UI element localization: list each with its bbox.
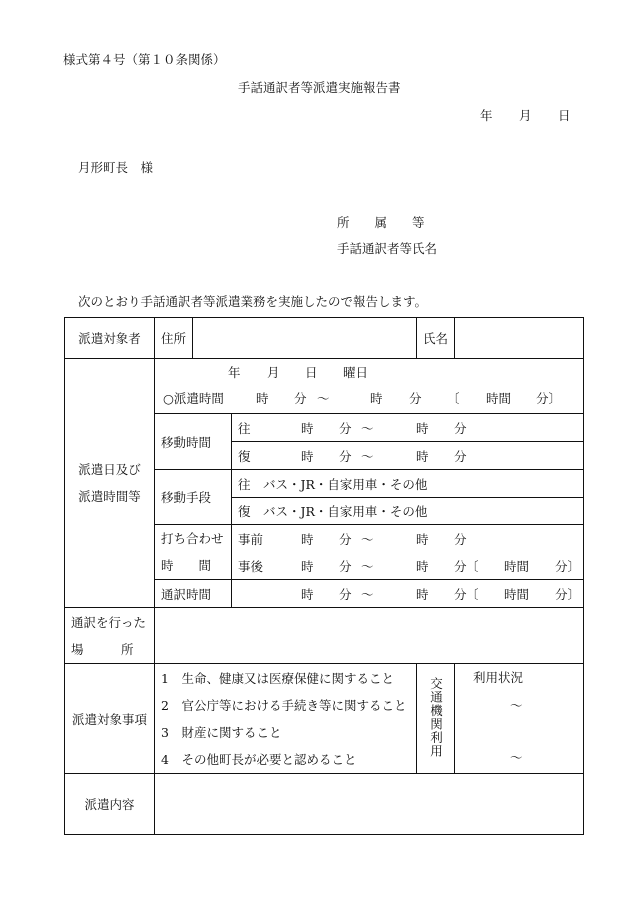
- usage-cell[interactable]: [455, 664, 584, 774]
- usage-label: 利用状況: [473, 670, 524, 685]
- report-table: [64, 317, 584, 835]
- items-label: 派遣対象事項: [65, 664, 155, 774]
- travel-time-label: 移動時間: [155, 414, 232, 470]
- place-row: [65, 608, 584, 664]
- item-2[interactable]: 2 官公庁等における手続き等に関すること: [161, 697, 407, 713]
- item-1[interactable]: 1 生命、健康又は医療保健に関すること: [161, 670, 394, 686]
- usage-tilde-1: ～: [510, 698, 523, 713]
- target-row: [65, 318, 584, 359]
- meeting-time-label: 打ち合わせ 時 間: [155, 525, 232, 580]
- content-field[interactable]: [155, 774, 584, 835]
- target-label: 派遣対象者: [65, 318, 155, 359]
- affiliation-label: 所 属 等: [337, 215, 425, 230]
- transport-return-cell[interactable]: 復 バス・JR・自家用車・その他: [232, 498, 584, 525]
- interpreter-name-label: 手話通訳者等氏名: [337, 241, 438, 256]
- form-number: 様式第４号（第１０条関係）: [63, 52, 226, 67]
- content-row: [65, 774, 584, 835]
- item-3[interactable]: 3 財産に関すること: [161, 724, 282, 740]
- items-list: [155, 664, 417, 774]
- meeting-after-cell[interactable]: 事後 時 分 ～ 時 分 〔 時間 分〕: [232, 552, 584, 580]
- dispatch-datetime-cell[interactable]: 年 月 日 曜日 ○派遣時間 時 分 ～ 時 分 〔 時間 分〕: [155, 359, 584, 414]
- intro-text: 次のとおり手話通訳者等派遣業務を実施したので報告します。: [78, 294, 428, 309]
- addressee: 月形町長 様: [78, 160, 154, 175]
- date-month: 月: [519, 108, 532, 123]
- travel-return-cell[interactable]: 復 時 分 ～ 時 分: [232, 442, 584, 470]
- document-title: 手話通訳者等派遣実施報告書: [238, 80, 401, 95]
- usage-tilde-2: ～: [510, 750, 523, 765]
- name-label: 氏名: [417, 318, 455, 359]
- transport-go-cell[interactable]: 往 バス・JR・自家用車・その他: [232, 470, 584, 498]
- item-4[interactable]: 4 その他町長が必要と認めること: [161, 751, 357, 767]
- place-field[interactable]: [155, 608, 584, 664]
- content-label: 派遣内容: [65, 774, 155, 835]
- transport-label: 移動手段: [155, 470, 232, 525]
- address-field[interactable]: [193, 318, 417, 359]
- transport-use-label: 交通機関利用: [417, 664, 455, 774]
- items-row: [65, 664, 584, 774]
- travel-go-cell[interactable]: 往 時 分 ～ 時 分: [232, 414, 584, 442]
- date-day: 日: [558, 108, 571, 123]
- meeting-before-cell[interactable]: 事前 時 分 ～ 時 分: [232, 525, 584, 553]
- dispatch-date-row: [65, 359, 584, 414]
- address-label: 住所: [155, 318, 193, 359]
- date-year: 年: [480, 108, 493, 123]
- interpretation-time-label: 通訳時間: [155, 580, 232, 608]
- name-field[interactable]: [455, 318, 584, 359]
- place-label: 通訳を行った 場 所: [65, 608, 155, 664]
- interpretation-time-cell[interactable]: 時 分 ～ 時 分 〔 時間 分〕: [232, 580, 584, 608]
- schedule-label: 派遣日及び 派遣時間等: [65, 359, 155, 608]
